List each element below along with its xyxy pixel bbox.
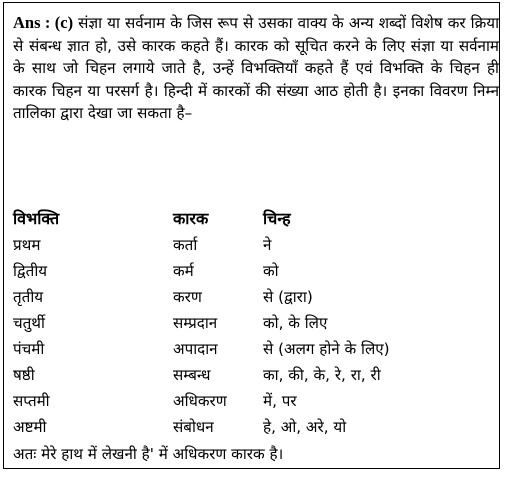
cell-chinh: को [263, 262, 279, 280]
header-karak: कारक [173, 209, 209, 228]
table-row [13, 415, 493, 441]
cell-karak: अपादान [173, 340, 218, 358]
cell-vibhakti: अष्टमी [13, 418, 47, 436]
footer-sentence: अतः मेरे हाथ में लेखनी है' में अधिकरण कारक है। [13, 445, 284, 463]
table-row [13, 337, 493, 363]
answer-paragraph [13, 12, 499, 125]
cell-chinh: से (द्वारा) [263, 288, 313, 306]
table-row [13, 285, 493, 311]
cell-vibhakti: सप्तमी [13, 392, 50, 410]
cell-vibhakti: द्वितीय [13, 262, 48, 280]
cell-karak: करण [173, 288, 202, 306]
table-row [13, 311, 493, 337]
header-vibhakti: विभक्ति [13, 209, 60, 228]
cell-vibhakti: तृतीय [13, 288, 44, 306]
cell-vibhakti: प्रथम [13, 236, 41, 254]
cell-chinh: ने [263, 236, 272, 254]
cell-chinh: में, पर [263, 392, 297, 410]
cell-chinh: से (अलग होने के लिए) [263, 340, 390, 358]
cell-karak: सम्प्रदान [173, 314, 218, 332]
table-header-row [13, 207, 493, 233]
table-row [13, 233, 493, 259]
answer-text: संज्ञा या सर्वनाम के जिस रूप से उसका वाक्य के अन्य शब्दों विशेष कर क्रिया से संबन्ध ज्ञात हो, उसे कारक कहते हैं। कारक को सूचित करने के लिए संज्ञा या सर्वनाम के साथ जो चिहन लगाये जाते है, उन्हें विभक्तियाँ कहते हैं एवं विभक्ति के चिहन ही कारक चिहन या परसर्ग है। हिन्दी में कारकों की संख्या आठ होती है। इनका विवरण निम्न तालिका द्वारा देखा जा सकता है– [13, 14, 500, 122]
header-chinh: चिन्ह [263, 209, 291, 228]
cell-karak: कर्ता [173, 236, 198, 254]
answer-label: Ans : (c) [13, 13, 74, 32]
cell-karak: अधिकरण [173, 392, 227, 410]
cell-karak: सम्बन्ध [173, 366, 211, 384]
table-row [13, 363, 493, 389]
table-row [13, 389, 493, 415]
cell-karak: संबोधन [173, 418, 214, 436]
cell-vibhakti: षष्ठी [13, 366, 35, 384]
cell-chinh: हे, ओ, अरे, यो [263, 418, 347, 436]
cell-chinh: का, की, के, रे, रा, री [263, 366, 381, 384]
answer-box [3, 2, 500, 469]
cell-chinh: को, के लिए [263, 314, 328, 332]
cell-karak: कर्म [173, 262, 194, 280]
cell-vibhakti: पंचमी [13, 340, 45, 358]
cell-vibhakti: चतुर्थी [13, 314, 45, 332]
table-row [13, 259, 493, 285]
karak-table [13, 207, 493, 441]
